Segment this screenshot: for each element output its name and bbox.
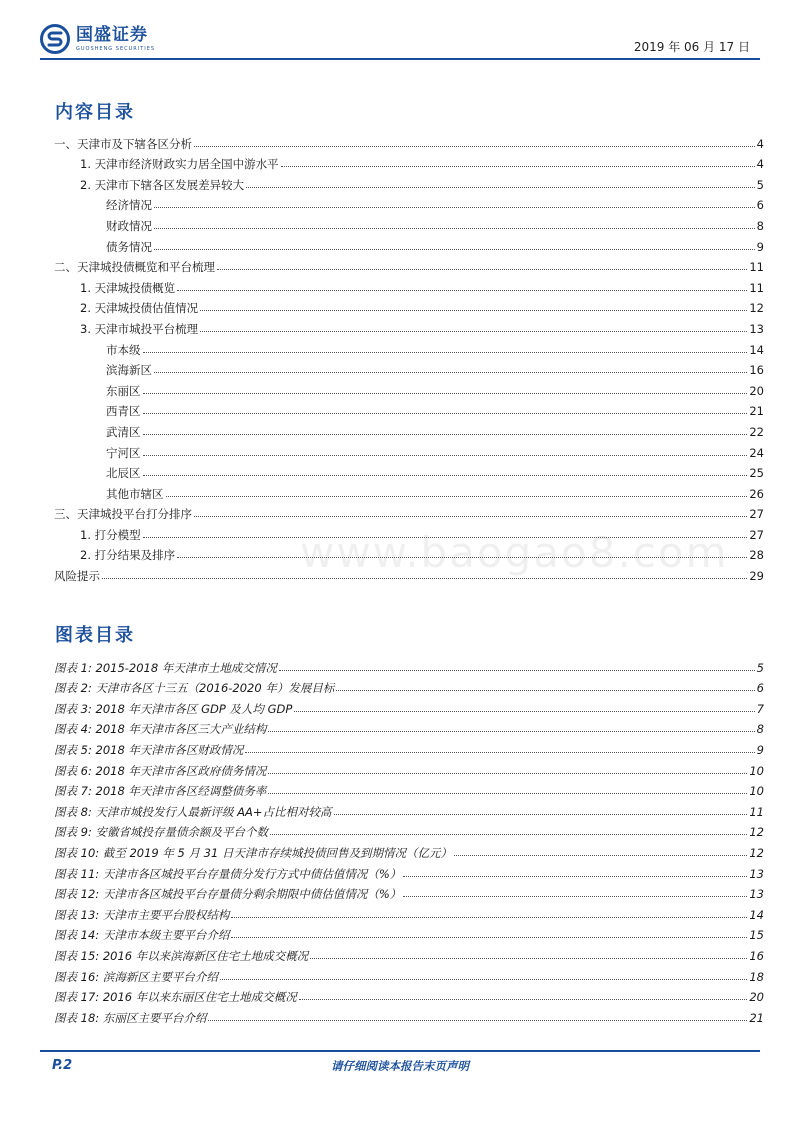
toc-entry-label: 2. 天津市下辖各区发展差异较大 bbox=[80, 177, 245, 192]
toc-entry[interactable] bbox=[54, 542, 764, 563]
toc-entry-page: 22 bbox=[749, 424, 764, 439]
figure-entry-page: 14 bbox=[749, 907, 764, 922]
figure-entry-label: 图表 11: 天津市各区城投平台存量债分发行方式中债估值情况（%） bbox=[54, 866, 402, 881]
page-number: P.2 bbox=[52, 1058, 73, 1073]
toc-entry-page: 5 bbox=[756, 177, 764, 192]
figure-entry[interactable] bbox=[54, 654, 764, 675]
dot-leader bbox=[102, 578, 747, 579]
toc-entry[interactable] bbox=[54, 501, 764, 522]
toc-entry[interactable] bbox=[54, 151, 764, 172]
dot-leader bbox=[143, 455, 748, 456]
toc-entry[interactable] bbox=[54, 521, 764, 542]
figure-entry-page: 12 bbox=[749, 825, 764, 840]
figure-entry-label: 图表 15: 2016 年以来滨海新区住宅土地成交概况 bbox=[54, 948, 309, 963]
toc-entry-page: 4 bbox=[756, 157, 764, 172]
toc-entry-label: 市本级 bbox=[106, 342, 141, 357]
figure-entry-page: 15 bbox=[749, 928, 764, 943]
dot-leader bbox=[154, 207, 755, 208]
dot-leader bbox=[231, 937, 747, 938]
toc-entry[interactable] bbox=[54, 439, 764, 460]
dot-leader bbox=[166, 496, 748, 497]
figure-entry-label: 图表 17: 2016 年以来东丽区住宅土地成交概况 bbox=[54, 990, 297, 1005]
figure-entry-page: 20 bbox=[749, 990, 764, 1005]
figure-entry[interactable] bbox=[54, 860, 764, 881]
dot-leader bbox=[310, 958, 747, 959]
figure-entry-page: 18 bbox=[749, 969, 764, 984]
figure-entry-page: 16 bbox=[749, 948, 764, 963]
figure-entry-label: 图表 1: 2015-2018 年天津市土地成交情况 bbox=[54, 660, 277, 675]
toc-entry-page: 9 bbox=[756, 239, 764, 254]
toc-entry[interactable] bbox=[54, 460, 764, 481]
toc-entry-page: 8 bbox=[756, 218, 764, 233]
disclaimer-note: 请仔细阅读本报告末页声明 bbox=[331, 1059, 469, 1073]
toc-entry[interactable] bbox=[54, 562, 764, 583]
figure-entry-label: 图表 3: 2018 年天津市各区 GDP 及人均 GDP bbox=[54, 701, 293, 716]
figure-entry-label: 图表 10: 截至 2019 年 5 月 31 日天津市存续城投债回售及到期情况（亿元） bbox=[54, 845, 452, 860]
toc-entry[interactable] bbox=[54, 171, 764, 192]
toc-entry-label: 3. 天津市城投平台梳理 bbox=[80, 321, 199, 336]
figure-entry[interactable] bbox=[54, 839, 764, 860]
toc-entry-label: 2. 打分结果及排序 bbox=[80, 548, 176, 563]
guosheng-logo-icon bbox=[40, 24, 70, 54]
toc-entry-page: 27 bbox=[749, 507, 764, 522]
figure-entry-label: 图表 2: 天津市各区十三五（2016-2020 年）发展目标 bbox=[54, 681, 335, 696]
dot-leader bbox=[336, 690, 754, 691]
toc-entry[interactable] bbox=[54, 295, 764, 316]
dot-leader bbox=[143, 434, 748, 435]
figure-entry-page: 13 bbox=[749, 866, 764, 881]
dot-leader bbox=[177, 557, 747, 558]
figure-entry-page: 12 bbox=[749, 845, 764, 860]
toc-entry-page: 20 bbox=[749, 383, 764, 398]
dot-leader bbox=[154, 249, 755, 250]
figure-entry-page: 13 bbox=[749, 887, 764, 902]
dot-leader bbox=[268, 731, 754, 732]
figure-entry-label: 图表 14: 天津市本级主要平台介绍 bbox=[54, 928, 230, 943]
dot-leader bbox=[281, 166, 755, 167]
watermark: www.baogao8.com bbox=[300, 528, 729, 577]
toc-entry-page: 29 bbox=[749, 569, 764, 584]
toc-entry-label: 其他市辖区 bbox=[106, 486, 164, 501]
dot-leader bbox=[246, 187, 755, 188]
toc-entry-label: 1. 天津市经济财政实力居全国中游水平 bbox=[80, 157, 279, 172]
dot-leader bbox=[194, 146, 755, 147]
dot-leader bbox=[299, 999, 748, 1000]
toc-entry-label: 一、天津市及下辖各区分析 bbox=[54, 136, 192, 151]
toc-entry[interactable] bbox=[54, 254, 764, 275]
figure-entry-label: 图表 7: 2018 年天津市各区经调整债务率 bbox=[54, 784, 267, 799]
toc-entry-page: 11 bbox=[749, 280, 764, 295]
toc-entry-label: 武清区 bbox=[106, 424, 141, 439]
toc-entry-page: 21 bbox=[749, 404, 764, 419]
toc-entry-label: 风险提示 bbox=[54, 569, 100, 584]
figure-entry-label: 图表 8: 天津市城投发行人最新评级 AA+占比相对较高 bbox=[54, 804, 332, 819]
figure-entry-page: 9 bbox=[756, 742, 764, 757]
toc-entry-page: 14 bbox=[749, 342, 764, 357]
logo-chinese-name: 国盛证券 bbox=[76, 25, 148, 45]
dot-leader bbox=[143, 413, 748, 414]
dot-leader bbox=[177, 290, 747, 291]
figure-entry[interactable] bbox=[54, 984, 764, 1005]
toc-entry-label: 滨海新区 bbox=[106, 363, 152, 378]
figure-entry-label: 图表 4: 2018 年天津市各区三大产业结构 bbox=[54, 722, 267, 737]
figure-entry[interactable] bbox=[54, 819, 764, 840]
figure-entry-page: 11 bbox=[749, 804, 764, 819]
toc-entry-label: 债务情况 bbox=[106, 239, 152, 254]
figure-entry[interactable] bbox=[54, 963, 764, 984]
toc-entry[interactable] bbox=[54, 233, 764, 254]
toc-title: 内容目录 bbox=[55, 102, 135, 123]
dot-leader bbox=[143, 352, 748, 353]
dot-leader bbox=[270, 834, 747, 835]
figure-entry-label: 图表 9: 安徽省城投存量债余额及平台个数 bbox=[54, 825, 269, 840]
dot-leader bbox=[143, 393, 748, 394]
toc-entry-page: 16 bbox=[749, 363, 764, 378]
company-logo bbox=[40, 24, 155, 54]
dot-leader bbox=[268, 773, 747, 774]
dot-leader bbox=[194, 516, 747, 517]
toc-entry-page: 26 bbox=[749, 486, 764, 501]
toc-entry[interactable] bbox=[54, 357, 764, 378]
dot-leader bbox=[200, 310, 747, 311]
dot-leader bbox=[403, 876, 747, 877]
dot-leader bbox=[454, 855, 747, 856]
figure-entry-page: 5 bbox=[756, 660, 764, 675]
toc-entry[interactable] bbox=[54, 130, 764, 151]
dot-leader bbox=[208, 1020, 747, 1021]
footer-divider bbox=[40, 1050, 760, 1052]
header-divider bbox=[40, 58, 760, 60]
toc-entry-page: 4 bbox=[756, 136, 764, 151]
toc-entry[interactable] bbox=[54, 212, 764, 233]
toc-entry-page: 11 bbox=[749, 260, 764, 275]
dot-leader bbox=[220, 979, 748, 980]
dot-leader bbox=[154, 372, 747, 373]
figure-list-title: 图表目录 bbox=[55, 625, 135, 646]
toc-entry[interactable] bbox=[54, 315, 764, 336]
dot-leader bbox=[294, 711, 754, 712]
figure-entry[interactable] bbox=[54, 881, 764, 902]
dot-leader bbox=[403, 896, 747, 897]
toc-entry-page: 13 bbox=[749, 321, 764, 336]
toc-entry-label: 北辰区 bbox=[106, 466, 141, 481]
figure-entry[interactable] bbox=[54, 675, 764, 696]
figure-entry[interactable] bbox=[54, 757, 764, 778]
figure-entry[interactable] bbox=[54, 1004, 764, 1025]
figure-entry-page: 10 bbox=[749, 784, 764, 799]
toc-entry-label: 经济情况 bbox=[106, 198, 152, 213]
dot-leader bbox=[231, 917, 747, 918]
dot-leader bbox=[245, 752, 754, 753]
figure-entry[interactable] bbox=[54, 778, 764, 799]
figure-entry[interactable] bbox=[54, 922, 764, 943]
figure-list bbox=[54, 654, 764, 1025]
page-header bbox=[0, 0, 800, 62]
figure-entry-label: 图表 16: 滨海新区主要平台介绍 bbox=[54, 969, 218, 984]
figure-entry-page: 6 bbox=[756, 681, 764, 696]
figure-entry-label: 图表 12: 天津市各区城投平台存量债分剩余期限中债估值情况（%） bbox=[54, 887, 402, 902]
dot-leader bbox=[268, 793, 747, 794]
dot-leader bbox=[334, 814, 748, 815]
figure-entry[interactable] bbox=[54, 736, 764, 757]
dot-leader bbox=[143, 537, 748, 538]
toc-entry-label: 财政情况 bbox=[106, 218, 152, 233]
toc-entry[interactable] bbox=[54, 192, 764, 213]
figure-entry[interactable] bbox=[54, 942, 764, 963]
toc-entry-label: 二、天津城投债概览和平台梳理 bbox=[54, 260, 215, 275]
toc-entry-label: 1. 天津城投债概览 bbox=[80, 280, 176, 295]
dot-leader bbox=[217, 269, 747, 270]
toc-entry-page: 25 bbox=[749, 466, 764, 481]
table-of-contents bbox=[54, 130, 764, 583]
toc-entry-page: 12 bbox=[749, 301, 764, 316]
toc-entry-page: 28 bbox=[749, 548, 764, 563]
figure-entry[interactable] bbox=[54, 901, 764, 922]
toc-entry-label: 2. 天津城投债估值情况 bbox=[80, 301, 199, 316]
figure-entry[interactable] bbox=[54, 695, 764, 716]
toc-entry[interactable] bbox=[54, 398, 764, 419]
toc-entry-label: 三、天津城投平台打分排序 bbox=[54, 507, 192, 522]
figure-entry-page: 10 bbox=[749, 763, 764, 778]
figure-entry[interactable] bbox=[54, 716, 764, 737]
toc-entry-page: 6 bbox=[756, 198, 764, 213]
figure-entry-label: 图表 5: 2018 年天津市各区财政情况 bbox=[54, 742, 244, 757]
figure-entry-page: 8 bbox=[756, 722, 764, 737]
report-date: 2019 年 06 月 17 日 bbox=[633, 40, 750, 54]
figure-entry[interactable] bbox=[54, 798, 764, 819]
figure-entry-page: 7 bbox=[756, 701, 764, 716]
toc-entry-page: 27 bbox=[749, 527, 764, 542]
toc-entry[interactable] bbox=[54, 418, 764, 439]
figure-entry-label: 图表 13: 天津市主要平台股权结构 bbox=[54, 907, 230, 922]
dot-leader bbox=[200, 331, 747, 332]
toc-entry-label: 东丽区 bbox=[106, 383, 141, 398]
figure-entry-label: 图表 18: 东丽区主要平台介绍 bbox=[54, 1010, 207, 1025]
toc-entry-label: 西青区 bbox=[106, 404, 141, 419]
logo-english-name: GUOSHENG SECURITIES bbox=[76, 46, 156, 52]
toc-entry-label: 宁河区 bbox=[106, 445, 141, 460]
dot-leader bbox=[143, 475, 748, 476]
figure-entry-label: 图表 6: 2018 年天津市各区政府债务情况 bbox=[54, 763, 267, 778]
figure-entry-page: 21 bbox=[749, 1010, 764, 1025]
toc-entry-page: 24 bbox=[749, 445, 764, 460]
toc-entry[interactable] bbox=[54, 274, 764, 295]
toc-entry[interactable] bbox=[54, 336, 764, 357]
dot-leader bbox=[279, 670, 755, 671]
toc-entry[interactable] bbox=[54, 377, 764, 398]
toc-entry[interactable] bbox=[54, 480, 764, 501]
toc-entry-label: 1. 打分模型 bbox=[80, 527, 141, 542]
dot-leader bbox=[154, 228, 755, 229]
